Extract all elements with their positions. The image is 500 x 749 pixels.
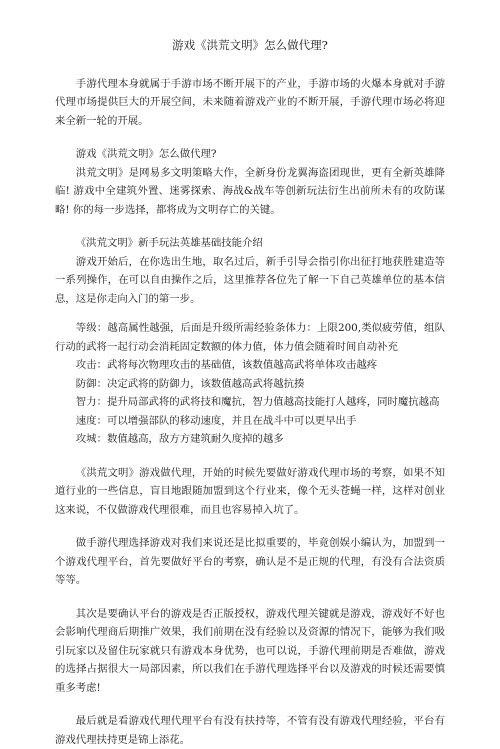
paragraph-newbie-guide: 游戏开始后，在你选出生地，取名过后，新手引导会指引你出征打地获胜建造等一系列操作，在可以自由操作之后，这里推荐各位先了解一下自己英雄单位的基本信息，这是你走向入门的第一步。	[55, 255, 445, 305]
paragraph-gap	[55, 590, 445, 605]
paragraph-gap	[55, 519, 445, 534]
stat-speed: 速度：可以增强部队的移动速度，并且在战斗中可以更早出手	[75, 414, 357, 427]
paragraph-gap	[55, 219, 445, 234]
paragraph-gap	[55, 308, 445, 319]
paragraph-gap	[55, 130, 445, 145]
stat-level-stamina: 等级：越高属性越强，后面是升级所需经验条体力：上限200,类似疲劳值，组队行动的武将一起行动会消耗固定数额的体力值，体力值会随着时间自动补充	[55, 322, 445, 353]
paragraph-market-research: 《洪荒文明》游戏做代理，开始的时候先要做好游戏代理市场的考察，如果不知道行业的一些信息，盲目地跟随加盟到这个行业来，像个无头苍蝇一样，这样对创业这来说，不仅做游戏代理很难，而且也容易掉入坑了。	[55, 466, 445, 516]
document-title: 游戏《洪荒文明》怎么做代理?	[172, 38, 328, 52]
paragraph-intro: 手游代理本身就属于手游市场不断开展下的产业，手游市场的火爆本身就对手游代理市场提供巨大的开展空间，未来随着游戏产业的不断开展，手游代理市场必将迎来全新一轮的开展。	[55, 77, 445, 127]
stat-intelligence: 智力：提升局部武将的武将技和魔抗，智力值越高技能打人越疼，同时魔抗越高	[75, 396, 440, 408]
section-heading-hero-skills: 《洪荒文明》新手玩法英雄基础技能介绍	[75, 237, 263, 249]
paragraph-gap	[55, 697, 445, 712]
stat-siege: 攻城：数值越高，敌方方建筑耐久度掉的越多	[75, 433, 284, 445]
paragraph-support: 最后就是看游戏代理代理平台有没有扶持等，不管有没有游戏代理经验，平台有游戏代理扶持更是锦上添花。	[55, 715, 445, 746]
paragraph-license-check: 其次是要确认平台的游戏是否正版授权，游戏代理关键就是游戏，游戏好不好也会影响代理商后期推广效果，我们前期在没有经验以及资源的情况下，能够为我们吸引玩家以及留住玩家就只有游戏本身优势，也可以说，手游代理前期是否难做，游戏的选择占据很大一局部因素，所以我们在手游代理选择平台以及游戏的时候还需要慎重多考虑!	[55, 607, 445, 694]
section-heading-how-to-agent: 游戏《洪荒文明》怎么做代理?	[75, 148, 217, 160]
stat-defense: 防御：决定武将的防御力，该数值越高武将越抗揍	[75, 377, 305, 390]
paragraph-platform-check: 做手游代理选择游戏对我们来说还是比拟重要的，毕竟创娱小编认为，加盟到一个游戏代理平台，首先要做好平台的考察，确认是不是正规的代理，有没有合法资质等等。	[55, 537, 445, 586]
paragraph-gap	[55, 449, 445, 464]
paragraph-game-overview: 洪荒文明》是网易多文明策略大作，全新身份龙翼海盗团现世，更有全新英雄降临! 游戏中全建筑外置、迷雾探索、海战&战车等创新玩法衍生出前所未有的攻防谋略! 你的每一步选择，都将成为文明存亡的关键。	[55, 166, 445, 216]
stat-attack: 攻击：武将每次物理攻击的基础值，该数值越高武将单体攻击越疼	[75, 359, 378, 371]
